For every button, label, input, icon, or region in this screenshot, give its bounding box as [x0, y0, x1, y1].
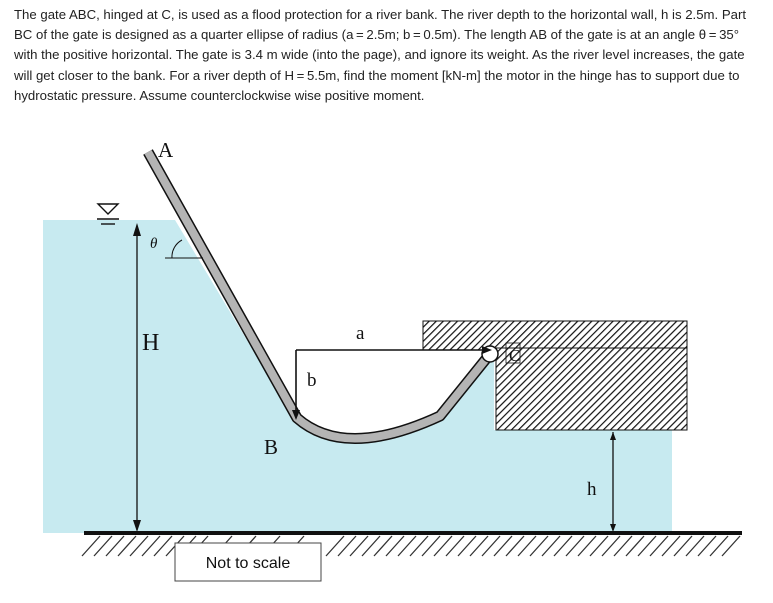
label-H: H: [142, 330, 160, 356]
label-b-point: B: [264, 435, 279, 459]
label-c-point: C: [509, 346, 521, 365]
problem-statement: The gate ABC, hinged at C, is used as a flood protection for a river bank. The river depth to the horizontal wall, h is 2.5m. Part BC of the gate is designed as a quarter ellipse of radius (a = 2.5m; b = 0.5m). The length AB of the gate is at an angle θ = 35° with the positive horizontal. The gate is 3.4 m wide (into the page), and ignore its weight. As the river level increases, the gate will get closer to the bank. For a river depth of H = 5.5m, find the moment [kN-m] the motor in the hinge has to support due to hydrostatic pressure. Assume counterclockwise wise positive moment.: [14, 7, 747, 103]
label-theta: θ: [150, 236, 158, 252]
caption-text: Not to scale: [205, 555, 291, 572]
bank-wall-lower: [496, 348, 687, 430]
label-h: h: [587, 479, 597, 500]
label-a-axis: a: [356, 323, 365, 344]
bank-wall: [423, 321, 687, 350]
label-a-point: A: [158, 138, 174, 162]
label-b-axis: b: [307, 370, 317, 391]
